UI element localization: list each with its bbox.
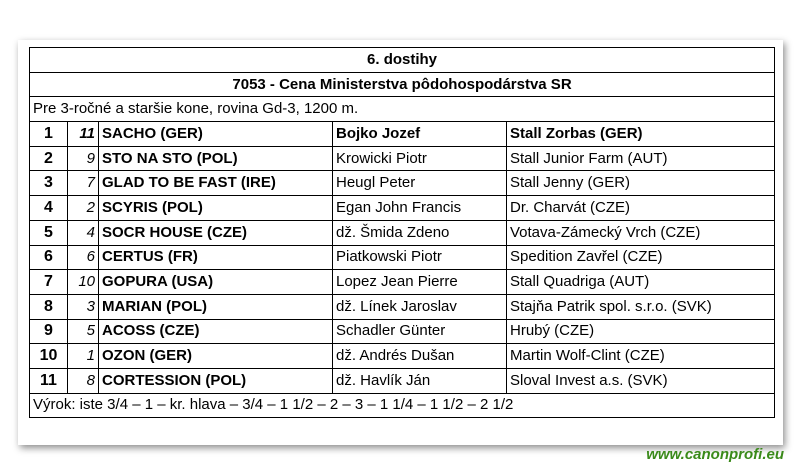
- race-conditions: Pre 3-ročné a staršie kone, rovina Gd-3, 1200 m.: [30, 97, 775, 122]
- watermark: www.canonprofi.eu: [646, 446, 784, 463]
- start-number-cell: 6: [68, 245, 99, 270]
- jockey-cell: dž. Havlík Ján: [333, 368, 507, 393]
- owner-cell: Hrubý (CZE): [507, 319, 775, 344]
- race-subtitle: 7053 - Cena Ministerstva pôdohospodárstva SR: [30, 72, 775, 97]
- place-cell: 1: [30, 122, 68, 147]
- horse-name-cell: MARIAN (POL): [99, 294, 333, 319]
- owner-cell: Stajňa Patrik spol. s.r.o. (SVK): [507, 294, 775, 319]
- jockey-cell: dž. Šmida Zdeno: [333, 220, 507, 245]
- start-number-cell: 4: [68, 220, 99, 245]
- horse-name-cell: GLAD TO BE FAST (IRE): [99, 171, 333, 196]
- margins-row: [30, 393, 775, 418]
- owner-cell: Stall Junior Farm (AUT): [507, 146, 775, 171]
- owner-cell: Votava-Zámecký Vrch (CZE): [507, 220, 775, 245]
- jockey-cell: dž. Andrés Dušan: [333, 344, 507, 369]
- horse-name-cell: SCYRIS (POL): [99, 196, 333, 221]
- place-cell: 2: [30, 146, 68, 171]
- start-number-cell: 2: [68, 196, 99, 221]
- horse-name-cell: SACHO (GER): [99, 122, 333, 147]
- race-title: 6. dostihy: [30, 48, 775, 73]
- table-row: [30, 245, 775, 270]
- start-number-cell: 11: [68, 122, 99, 147]
- owner-cell: Stall Jenny (GER): [507, 171, 775, 196]
- table-row: [30, 294, 775, 319]
- place-cell: 5: [30, 220, 68, 245]
- start-number-cell: 10: [68, 270, 99, 295]
- jockey-cell: Bojko Jozef: [333, 122, 507, 147]
- owner-cell: Stall Zorbas (GER): [507, 122, 775, 147]
- race-results-table: [29, 47, 775, 418]
- jockey-cell: dž. Línek Jaroslav: [333, 294, 507, 319]
- owner-cell: Spedition Zavřel (CZE): [507, 245, 775, 270]
- place-cell: 8: [30, 294, 68, 319]
- table-row: [30, 319, 775, 344]
- place-cell: 4: [30, 196, 68, 221]
- table-row: [30, 270, 775, 295]
- jockey-cell: Piatkowski Piotr: [333, 245, 507, 270]
- owner-cell: Stall Quadriga (AUT): [507, 270, 775, 295]
- owner-cell: Dr. Charvát (CZE): [507, 196, 775, 221]
- place-cell: 3: [30, 171, 68, 196]
- horse-name-cell: CERTUS (FR): [99, 245, 333, 270]
- horse-name-cell: GOPURA (USA): [99, 270, 333, 295]
- jockey-cell: Lopez Jean Pierre: [333, 270, 507, 295]
- start-number-cell: 5: [68, 319, 99, 344]
- start-number-cell: 8: [68, 368, 99, 393]
- place-cell: 9: [30, 319, 68, 344]
- jockey-cell: Heugl Peter: [333, 171, 507, 196]
- table-row: [30, 146, 775, 171]
- start-number-cell: 7: [68, 171, 99, 196]
- table-row: [30, 122, 775, 147]
- winning-margins: Výrok: iste 3/4 – 1 – kr. hlava – 3/4 – 1 1/2 – 2 – 3 – 1 1/4 – 1 1/2 – 2 1/2: [30, 393, 775, 418]
- table-row: [30, 171, 775, 196]
- place-cell: 6: [30, 245, 68, 270]
- horse-name-cell: ACOSS (CZE): [99, 319, 333, 344]
- start-number-cell: 9: [68, 146, 99, 171]
- horse-name-cell: CORTESSION (POL): [99, 368, 333, 393]
- owner-cell: Martin Wolf-Clint (CZE): [507, 344, 775, 369]
- horse-name-cell: STO NA STO (POL): [99, 146, 333, 171]
- race-subtitle-row: [30, 72, 775, 97]
- start-number-cell: 3: [68, 294, 99, 319]
- jockey-cell: Egan John Francis: [333, 196, 507, 221]
- horse-name-cell: OZON (GER): [99, 344, 333, 369]
- table-row: [30, 196, 775, 221]
- place-cell: 7: [30, 270, 68, 295]
- jockey-cell: Schadler Günter: [333, 319, 507, 344]
- table-row: [30, 368, 775, 393]
- jockey-cell: Krowicki Piotr: [333, 146, 507, 171]
- place-cell: 10: [30, 344, 68, 369]
- place-cell: 11: [30, 368, 68, 393]
- table-row: [30, 220, 775, 245]
- table-row: [30, 344, 775, 369]
- race-title-row: [30, 48, 775, 73]
- owner-cell: Sloval Invest a.s. (SVK): [507, 368, 775, 393]
- start-number-cell: 1: [68, 344, 99, 369]
- horse-name-cell: SOCR HOUSE (CZE): [99, 220, 333, 245]
- race-conditions-row: [30, 97, 775, 122]
